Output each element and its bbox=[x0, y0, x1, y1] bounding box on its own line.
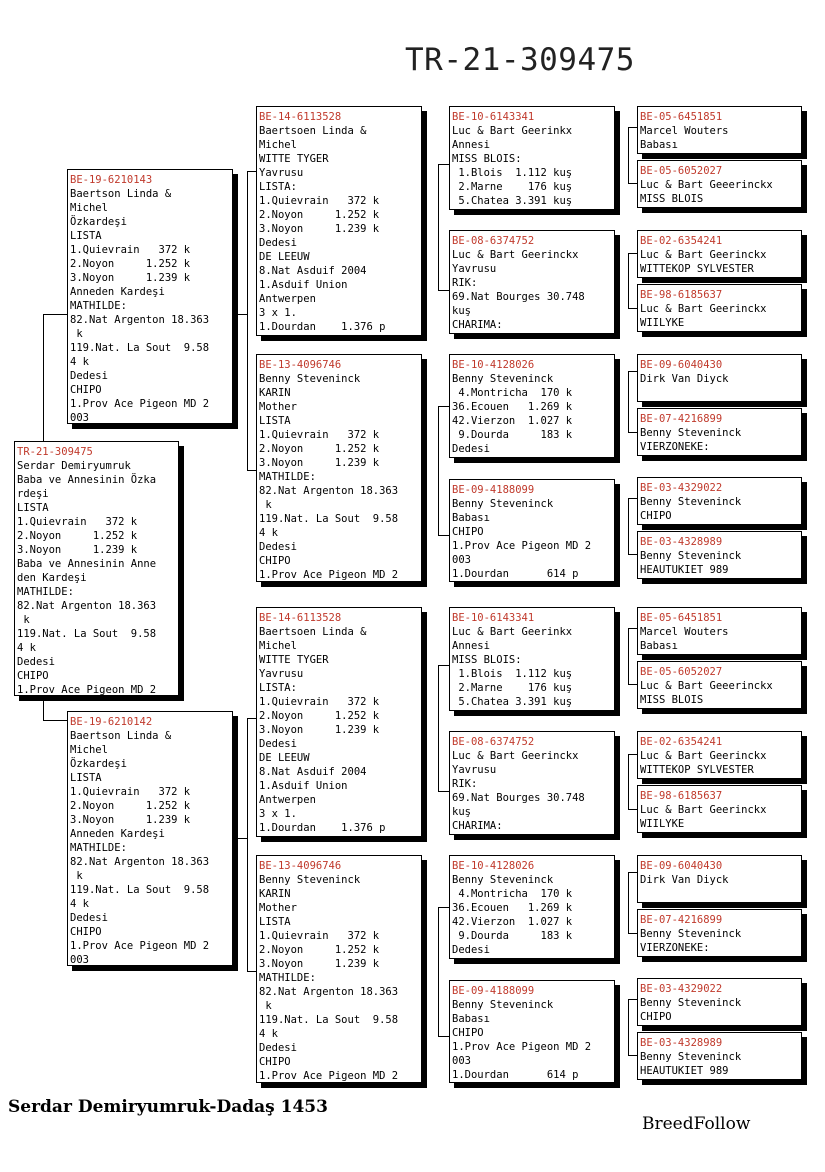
pedigree-line: Dedesi bbox=[259, 237, 297, 249]
pedigree-line: 1.Quievrain 372 k bbox=[17, 516, 138, 528]
pedigree-line: 4 k bbox=[70, 898, 89, 910]
pedigree-line: LISTA bbox=[259, 916, 291, 928]
pedigree-line: MISS BLOIS bbox=[640, 694, 704, 706]
pedigree-line: Yavrusu bbox=[259, 668, 304, 680]
pedigree-line: Michel bbox=[70, 202, 108, 214]
pedigree-line: 4.Montricha 170 k bbox=[452, 387, 573, 399]
pedigree-line: LISTA bbox=[17, 502, 49, 514]
pedigree-line: LISTA: bbox=[259, 181, 297, 193]
pedigree-line: VIERZONEKE: bbox=[640, 942, 710, 954]
pedigree-line: 3.Noyon 1.239 k bbox=[259, 958, 380, 970]
ggp-card-10[interactable] bbox=[637, 661, 802, 709]
pedigree-line: LISTA bbox=[70, 230, 102, 242]
pedigree-line: 8.Nat Asduif 2004 bbox=[259, 265, 367, 277]
pedigree-line: WIILYKE bbox=[640, 317, 685, 329]
pedigree-line: 1.Asduif Union bbox=[259, 780, 348, 792]
ring-number: BE-10-6143341 bbox=[452, 111, 535, 123]
pedigree-line: 1.Asduif Union bbox=[259, 279, 348, 291]
ring-number: BE-10-4128026 bbox=[452, 860, 535, 872]
pedigree-line: Antwerpen bbox=[259, 794, 316, 806]
pedigree-line: k bbox=[70, 328, 83, 340]
pedigree-line: Luc & Bart Geerinckx bbox=[452, 249, 579, 261]
dam-card[interactable] bbox=[67, 711, 233, 966]
ring-number: BE-03-4328989 bbox=[640, 1037, 723, 1049]
subject-pigeon-card[interactable] bbox=[14, 441, 179, 696]
pedigree-line: CHIPO bbox=[259, 555, 291, 567]
connector-sire-stub bbox=[233, 314, 247, 315]
pedigree-line: 3.Noyon 1.239 k bbox=[259, 457, 380, 469]
pedigree-line: 2.Marne 176 kuş bbox=[452, 181, 573, 193]
ggp-card-8[interactable] bbox=[637, 531, 802, 579]
ggp-card-7[interactable] bbox=[637, 477, 802, 525]
pedigree-line: 9.Dourda 183 k bbox=[452, 930, 573, 942]
pedigree-line: Yavrusu bbox=[452, 263, 497, 275]
pedigree-line: LISTA: bbox=[259, 682, 297, 694]
pedigree-line: WITTEKOP SYLVESTER bbox=[640, 764, 754, 776]
pedigree-line: 2.Noyon 1.252 k bbox=[259, 944, 380, 956]
ring-number: BE-14-6113528 bbox=[259, 612, 342, 624]
pedigree-line: KARIN bbox=[259, 387, 291, 399]
ring-number: BE-08-6374752 bbox=[452, 736, 535, 748]
pedigree-line: Dedesi bbox=[17, 656, 55, 668]
pedigree-line: 3.Noyon 1.239 k bbox=[17, 544, 138, 556]
pedigree-line: Babası bbox=[640, 139, 678, 151]
pedigree-line: Annesi bbox=[452, 640, 490, 652]
pedigree-line: 1.Quievrain 372 k bbox=[259, 195, 380, 207]
pedigree-line: Benny Steveninck bbox=[452, 498, 554, 510]
pedigree-line: HEAUTUKIET 989 bbox=[640, 564, 729, 576]
ring-number: BE-05-6052027 bbox=[640, 165, 723, 177]
pedigree-line: Michel bbox=[259, 139, 297, 151]
sire-dam-card[interactable] bbox=[256, 354, 422, 582]
pedigree-line: Marcel Wouters bbox=[640, 125, 729, 137]
pedigree-line: Benny Steveninck bbox=[640, 496, 742, 508]
pedigree-line: 1.Dourdan 1.376 p bbox=[259, 822, 386, 834]
pedigree-line: MATHILDE: bbox=[259, 471, 316, 483]
pedigree-line: KARIN bbox=[259, 888, 291, 900]
pedigree-line: Dedesi bbox=[259, 541, 297, 553]
pedigree-line: 2.Noyon 1.252 k bbox=[17, 530, 138, 542]
ggp-card-9[interactable] bbox=[637, 607, 802, 655]
pedigree-line: Luc & Bart Geerinckx bbox=[640, 249, 767, 261]
ring-number: BE-13-4096746 bbox=[259, 359, 342, 371]
pedigree-line: 82.Nat Argenton 18.363 bbox=[70, 314, 210, 326]
pedigree-line: CHIPO bbox=[640, 510, 672, 522]
ring-number: BE-98-6185637 bbox=[640, 790, 723, 802]
pedigree-line: Baba ve Annesinin Özka bbox=[17, 474, 157, 486]
pedigree-line: Benny Steveninck bbox=[259, 874, 361, 886]
ggp-card-6[interactable] bbox=[637, 408, 802, 456]
ring-number: BE-02-6354241 bbox=[640, 235, 723, 247]
pedigree-line: 1.Prov Ace Pigeon MD 2 bbox=[452, 1041, 592, 1053]
ggp-card-1[interactable] bbox=[637, 106, 802, 154]
ring-number: BE-05-6052027 bbox=[640, 666, 723, 678]
ggp-card-13[interactable] bbox=[637, 855, 802, 903]
pedigree-line: 4.Montricha 170 k bbox=[452, 888, 573, 900]
pedigree-line: 1.Prov Ace Pigeon MD 2 bbox=[259, 569, 399, 581]
pedigree-line: Baertson Linda & bbox=[70, 730, 172, 742]
pedigree-line: 1.Prov Ace Pigeon MD 2 bbox=[452, 540, 592, 552]
pedigree-line: Annesi bbox=[452, 139, 490, 151]
dss-card[interactable] bbox=[449, 607, 615, 711]
pedigree-line: 3 x 1. bbox=[259, 307, 297, 319]
pedigree-line: Mother bbox=[259, 401, 297, 413]
ring-number: BE-10-4128026 bbox=[452, 359, 535, 371]
ddd-card[interactable] bbox=[449, 980, 615, 1083]
pedigree-line: Luc & Bart Geerinkx bbox=[452, 125, 573, 137]
ssd-card[interactable] bbox=[449, 230, 615, 334]
pedigree-line: 1.Prov Ace Pigeon MD 2 bbox=[70, 398, 210, 410]
ring-number: BE-09-6040430 bbox=[640, 359, 723, 371]
ring-number: BE-13-4096746 bbox=[259, 860, 342, 872]
pedigree-line: Yavrusu bbox=[452, 764, 497, 776]
pedigree-line: Marcel Wouters bbox=[640, 626, 729, 638]
ggp-card-4[interactable] bbox=[637, 284, 802, 332]
pedigree-line: 36.Ecouen 1.269 k bbox=[452, 902, 573, 914]
pedigree-line: LISTA bbox=[259, 415, 291, 427]
pedigree-line: Benny Steveninck bbox=[259, 373, 361, 385]
pedigree-line: 1.Dourdan 614 p bbox=[452, 568, 579, 580]
pedigree-line: Baertson Linda & bbox=[70, 188, 172, 200]
pedigree-line: 4 k bbox=[17, 642, 36, 654]
pedigree-line: HEAUTUKIET 989 bbox=[640, 1065, 729, 1077]
pedigree-line: MATHILDE: bbox=[70, 842, 127, 854]
pedigree-line: Baertsoen Linda & bbox=[259, 626, 367, 638]
pedigree-line: Luc & Bart Geerinckx bbox=[640, 750, 767, 762]
pedigree-line: CHIPO bbox=[452, 1027, 484, 1039]
pedigree-line: 3.Noyon 1.239 k bbox=[259, 223, 380, 235]
connector-dam-stub bbox=[233, 838, 247, 839]
sss-card[interactable] bbox=[449, 106, 615, 210]
pedigree-line: 003 bbox=[70, 412, 89, 424]
pedigree-line: 3.Noyon 1.239 k bbox=[259, 724, 380, 736]
pedigree-line: 8.Nat Asduif 2004 bbox=[259, 766, 367, 778]
breeder-signature: Serdar Demiryumruk-Dadaş 1453 bbox=[8, 1097, 328, 1117]
pedigree-line: Benny Steveninck bbox=[640, 997, 742, 1009]
pedigree-line: MATHILDE: bbox=[17, 586, 74, 598]
ring-number: BE-02-6354241 bbox=[640, 736, 723, 748]
ggp-card-11[interactable] bbox=[637, 731, 802, 779]
pedigree-line: Luc & Bart Geeerinckx bbox=[640, 179, 773, 191]
pedigree-line: 4 k bbox=[259, 1028, 278, 1040]
pedigree-line: 42.Vierzon 1.027 k bbox=[452, 415, 573, 427]
pedigree-line: Dirk Van Diyck bbox=[640, 373, 729, 385]
pedigree-line: 2.Noyon 1.252 k bbox=[259, 443, 380, 455]
dsd-card[interactable] bbox=[449, 731, 615, 835]
ring-number: BE-09-6040430 bbox=[640, 860, 723, 872]
pedigree-line: Mother bbox=[259, 902, 297, 914]
pedigree-line: 5.Chatea 3.391 kuş bbox=[452, 195, 573, 207]
pedigree-line: CHIPO bbox=[70, 384, 102, 396]
pedigree-line: WITTEKOP SYLVESTER bbox=[640, 263, 754, 275]
ring-number: BE-08-6374752 bbox=[452, 235, 535, 247]
pedigree-line: MATHILDE: bbox=[70, 300, 127, 312]
pedigree-line: Özkardeşi bbox=[70, 216, 127, 228]
sire-sire-card[interactable] bbox=[256, 106, 422, 336]
pedigree-line: Anneden Kardeşi bbox=[70, 286, 165, 298]
pedigree-line: 1.Prov Ace Pigeon MD 2 bbox=[259, 1070, 399, 1082]
pedigree-line: LISTA bbox=[70, 772, 102, 784]
ring-number: BE-19-6210143 bbox=[70, 174, 153, 186]
pedigree-line: VIERZONEKE: bbox=[640, 441, 710, 453]
ggp-card-12[interactable] bbox=[637, 785, 802, 833]
dam-dam-card[interactable] bbox=[256, 855, 422, 1083]
pedigree-line: 119.Nat. La Sout 9.58 bbox=[17, 628, 157, 640]
pedigree-line: RIK: bbox=[452, 277, 478, 289]
dam-sire-card[interactable] bbox=[256, 607, 422, 837]
pedigree-line: Babası bbox=[452, 512, 490, 524]
pedigree-line: CHARIMA: bbox=[452, 820, 503, 832]
pedigree-line: CHIPO bbox=[640, 1011, 672, 1023]
ring-number: BE-98-6185637 bbox=[640, 289, 723, 301]
ggp-card-2[interactable] bbox=[637, 160, 802, 208]
pedigree-line: 42.Vierzon 1.027 k bbox=[452, 916, 573, 928]
pedigree-line: Babası bbox=[452, 1013, 490, 1025]
pedigree-line: Benny Steveninck bbox=[452, 373, 554, 385]
pedigree-line: MISS BLOIS: bbox=[452, 654, 522, 666]
pedigree-line: Yavrusu bbox=[259, 167, 304, 179]
pedigree-line: 119.Nat. La Sout 9.58 bbox=[70, 342, 210, 354]
pedigree-line: WITTE TYGER bbox=[259, 654, 329, 666]
pedigree-line: CHIPO bbox=[70, 926, 102, 938]
pedigree-line: Babası bbox=[640, 640, 678, 652]
pedigree-line: 4 k bbox=[70, 356, 89, 368]
pedigree-line: CHIPO bbox=[259, 1056, 291, 1068]
ring-number: BE-05-6451851 bbox=[640, 612, 723, 624]
ring-number: BE-03-4328989 bbox=[640, 536, 723, 548]
pedigree-line: 003 bbox=[452, 554, 471, 566]
dds-card[interactable] bbox=[449, 855, 615, 959]
pedigree-line: CHIPO bbox=[17, 670, 49, 682]
pedigree-line: MISS BLOIS: bbox=[452, 153, 522, 165]
pedigree-line: k bbox=[70, 870, 83, 882]
ring-number: BE-09-4188099 bbox=[452, 484, 535, 496]
pedigree-line: 1.Dourdan 1.376 p bbox=[259, 321, 386, 333]
ring-number: BE-03-4329022 bbox=[640, 482, 723, 494]
pedigree-line: Dedesi bbox=[452, 944, 490, 956]
sire-card[interactable] bbox=[67, 169, 233, 424]
pedigree-line: den Kardeşi bbox=[17, 572, 87, 584]
pedigree-line: 1.Dourdan 614 p bbox=[452, 1069, 579, 1081]
pedigree-line: Özkardeşi bbox=[70, 758, 127, 770]
pedigree-line: Luc & Bart Geerinckx bbox=[452, 750, 579, 762]
ggp-card-5[interactable] bbox=[637, 354, 802, 402]
pedigree-line: CHIPO bbox=[452, 526, 484, 538]
pedigree-line: 1.Quievrain 372 k bbox=[259, 696, 380, 708]
pedigree-line: Luc & Bart Geerinckx bbox=[640, 303, 767, 315]
pedigree-line: 5.Chatea 3.391 kuş bbox=[452, 696, 573, 708]
pedigree-line: 82.Nat Argenton 18.363 bbox=[17, 600, 157, 612]
pedigree-line: 82.Nat Argenton 18.363 bbox=[259, 485, 399, 497]
pedigree-line: 1.Quievrain 372 k bbox=[259, 429, 380, 441]
ring-number: TR-21-309475 bbox=[17, 446, 93, 458]
pedigree-line: Dedesi bbox=[452, 443, 490, 455]
pedigree-line: k bbox=[259, 1000, 272, 1012]
pedigree-line: CHARIMA: bbox=[452, 319, 503, 331]
pedigree-line: DE LEEUW bbox=[259, 752, 310, 764]
pedigree-line: WITTE TYGER bbox=[259, 153, 329, 165]
pedigree-line: Benny Steveninck bbox=[640, 928, 742, 940]
pedigree-line: Michel bbox=[259, 640, 297, 652]
ring-number: BE-07-4216899 bbox=[640, 914, 723, 926]
pedigree-line: DE LEEUW bbox=[259, 251, 310, 263]
pedigree-line: 2.Marne 176 kuş bbox=[452, 682, 573, 694]
pedigree-line: 3.Noyon 1.239 k bbox=[70, 272, 191, 284]
pedigree-line: 2.Noyon 1.252 k bbox=[259, 209, 380, 221]
ggp-card-14[interactable] bbox=[637, 909, 802, 957]
ring-number: BE-19-6210142 bbox=[70, 716, 153, 728]
ring-number: BE-07-4216899 bbox=[640, 413, 723, 425]
ring-number: BE-14-6113528 bbox=[259, 111, 342, 123]
pedigree-line: 1.Prov Ace Pigeon MD 2 bbox=[70, 940, 210, 952]
pedigree-line: 1.Quievrain 372 k bbox=[70, 786, 191, 798]
pedigree-line: Luc & Bart Geerinckx bbox=[640, 804, 767, 816]
pedigree-line: 69.Nat Bourges 30.748 bbox=[452, 792, 585, 804]
pedigree-line: 69.Nat Bourges 30.748 bbox=[452, 291, 585, 303]
pedigree-line: rdeşi bbox=[17, 488, 49, 500]
pedigree-line: Serdar Demiryumruk bbox=[17, 460, 131, 472]
pedigree-line: 1.Blois 1.112 kuş bbox=[452, 167, 573, 179]
pedigree-line: 3.Noyon 1.239 k bbox=[70, 814, 191, 826]
pedigree-line: WIILYKE bbox=[640, 818, 685, 830]
pedigree-line: 119.Nat. La Sout 9.58 bbox=[259, 513, 399, 525]
pedigree-line: MISS BLOIS bbox=[640, 193, 704, 205]
pedigree-line: Benny Steveninck bbox=[640, 1051, 742, 1063]
pedigree-line: Michel bbox=[70, 744, 108, 756]
pedigree-line: k bbox=[17, 614, 30, 626]
pedigree-line: Luc & Bart Geerinkx bbox=[452, 626, 573, 638]
pedigree-line: 2.Noyon 1.252 k bbox=[259, 710, 380, 722]
pedigree-line: Luc & Bart Geeerinckx bbox=[640, 680, 773, 692]
pedigree-line: Benny Steveninck bbox=[640, 427, 742, 439]
pedigree-line: k bbox=[259, 499, 272, 511]
pedigree-line: 36.Ecouen 1.269 k bbox=[452, 401, 573, 413]
pedigree-line: Dedesi bbox=[259, 738, 297, 750]
ggp-card-16[interactable] bbox=[637, 1032, 802, 1080]
pedigree-line: 1.Blois 1.112 kuş bbox=[452, 668, 573, 680]
pedigree-line: 1.Quievrain 372 k bbox=[70, 244, 191, 256]
ring-number: BE-09-4188099 bbox=[452, 985, 535, 997]
ring-number: BE-05-6451851 bbox=[640, 111, 723, 123]
ring-number: BE-10-6143341 bbox=[452, 612, 535, 624]
ring-number: BE-03-4329022 bbox=[640, 983, 723, 995]
pedigree-line: Dirk Van Diyck bbox=[640, 874, 729, 886]
pedigree-line: RIK: bbox=[452, 778, 478, 790]
sdd-card[interactable] bbox=[449, 479, 615, 582]
pedigree-line: 9.Dourda 183 k bbox=[452, 429, 573, 441]
pedigree-line: Antwerpen bbox=[259, 293, 316, 305]
ggp-card-3[interactable] bbox=[637, 230, 802, 278]
brand-label: BreedFollow bbox=[642, 1114, 751, 1134]
pedigree-line: MATHILDE: bbox=[259, 972, 316, 984]
pedigree-line: 1.Prov Ace Pigeon MD 2 bbox=[17, 684, 157, 696]
pedigree-line: 003 bbox=[452, 1055, 471, 1067]
pedigree-line: Baertsoen Linda & bbox=[259, 125, 367, 137]
pedigree-line: 82.Nat Argenton 18.363 bbox=[70, 856, 210, 868]
pedigree-line: Dedesi bbox=[70, 370, 108, 382]
pedigree-title: TR-21-309475 bbox=[405, 42, 635, 78]
pedigree-line: kuş bbox=[452, 305, 471, 317]
pedigree-line: 1.Quievrain 372 k bbox=[259, 930, 380, 942]
pedigree-line: kuş bbox=[452, 806, 471, 818]
pedigree-line: Benny Steveninck bbox=[452, 874, 554, 886]
sds-card[interactable] bbox=[449, 354, 615, 458]
pedigree-line: Dedesi bbox=[259, 1042, 297, 1054]
pedigree-line: Benny Steveninck bbox=[640, 550, 742, 562]
pedigree-line: 119.Nat. La Sout 9.58 bbox=[70, 884, 210, 896]
ggp-card-15[interactable] bbox=[637, 978, 802, 1026]
pedigree-line: 003 bbox=[70, 954, 89, 966]
pedigree-line: 3 x 1. bbox=[259, 808, 297, 820]
pedigree-line: 119.Nat. La Sout 9.58 bbox=[259, 1014, 399, 1026]
pedigree-line: 2.Noyon 1.252 k bbox=[70, 258, 191, 270]
pedigree-line: 4 k bbox=[259, 527, 278, 539]
pedigree-line: 82.Nat Argenton 18.363 bbox=[259, 986, 399, 998]
pedigree-line: Benny Steveninck bbox=[452, 999, 554, 1011]
pedigree-line: Dedesi bbox=[70, 912, 108, 924]
pedigree-line: Baba ve Annesinin Anne bbox=[17, 558, 157, 570]
pedigree-line: 2.Noyon 1.252 k bbox=[70, 800, 191, 812]
pedigree-line: Anneden Kardeşi bbox=[70, 828, 165, 840]
